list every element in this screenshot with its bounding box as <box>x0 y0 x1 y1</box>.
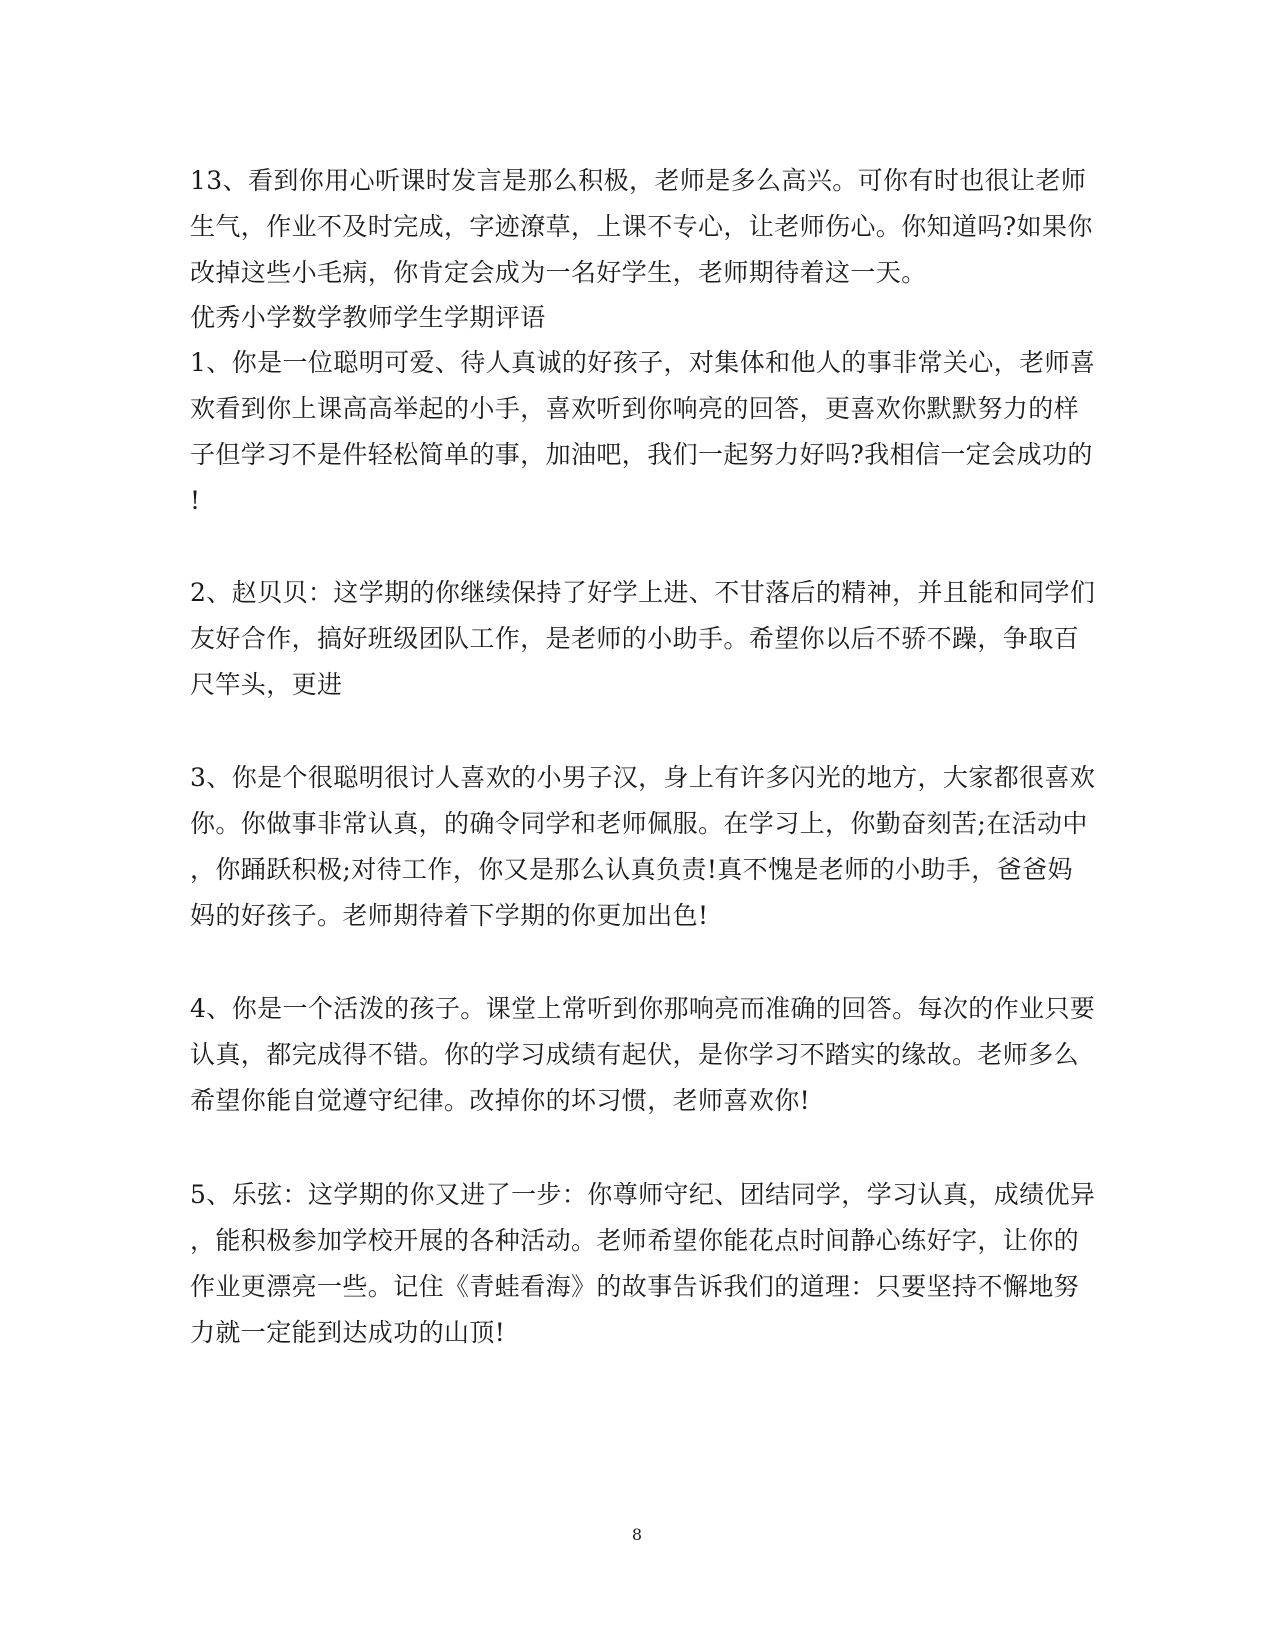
text-line: 尺竿头，更进 <box>190 670 343 699</box>
text-line: 希望你能自觉遵守纪律。改掉你的坏习惯，老师喜欢你! <box>190 1086 811 1115</box>
text-line: 4、你是一个活泼的孩子。课堂上常听到你那响亮而准确的回答。每次的作业只要 <box>190 994 1096 1023</box>
text-line: 2、赵贝贝：这学期的你继续保持了好学上进、不甘落后的精神，并且能和同学们 <box>190 578 1096 607</box>
text-line: 欢看到你上课高高举起的小手，喜欢听到你响亮的回答，更喜欢你默默努力的样 <box>190 394 1080 423</box>
text-line: 友好合作，搞好班级团队工作，是老师的小助手。希望你以后不骄不躁，争取百 <box>190 624 1080 653</box>
text-line: ，你踊跃积极;对待工作，你又是那么认真负责!真不愧是老师的小助手，爸爸妈 <box>190 855 1073 884</box>
text-line: 力就一定能到达成功的山顶! <box>190 1318 506 1347</box>
text-line: ! <box>190 486 201 515</box>
text-line: 3、你是个很聪明很讨人喜欢的小男子汉，身上有许多闪光的地方，大家都很喜欢 <box>190 763 1096 792</box>
text-line: 生气，作业不及时完成，字迹潦草，上课不专心，让老师伤心。你知道吗?如果你 <box>190 212 1093 241</box>
section-heading: 优秀小学数学教师学生学期评语 <box>190 303 546 332</box>
text-line: 妈的好孩子。老师期待着下学期的你更加出色! <box>190 901 709 930</box>
text-line: 作业更漂亮一些。记住《青蛙看海》的故事告诉我们的道理：只要坚持不懈地努 <box>190 1272 1080 1301</box>
text-line: ，能积极参加学校开展的各种活动。老师希望你能花点时间静心练好字，让你的 <box>190 1226 1080 1255</box>
text-line: 子但学习不是件轻松简单的事，加油吧，我们一起努力好吗?我相信一定会成功的 <box>190 440 1093 469</box>
text-line: 认真，都完成得不错。你的学习成绩有起伏，是你学习不踏实的缘故。老师多么 <box>190 1040 1080 1069</box>
text-line: 改掉这些小毛病，你肯定会成为一名好学生，老师期待着这一天。 <box>190 258 927 287</box>
text-line: 5、乐弦：这学期的你又进了一步：你尊师守纪、团结同学，学习认真，成绩优异 <box>190 1180 1096 1209</box>
text-line: 13、看到你用心听课时发言是那么积极，老师是多么高兴。可你有时也很让老师 <box>190 166 1087 195</box>
text-line: 1、你是一位聪明可爱、待人真诚的好孩子，对集体和他人的事非常关心，老师喜 <box>190 348 1096 377</box>
text-line: 你。你做事非常认真，的确令同学和老师佩服。在学习上，你勤奋刻苦;在活动中 <box>190 809 1088 838</box>
page-number: 8 <box>631 1525 643 1544</box>
